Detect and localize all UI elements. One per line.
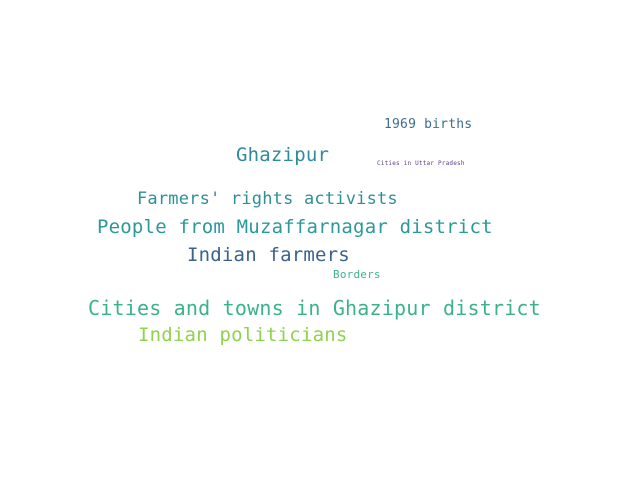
- word-people-from-muzaffarnagar-district: People from Muzaffarnagar district: [97, 216, 493, 238]
- word-farmers-rights-activists: Farmers' rights activists: [137, 189, 398, 209]
- word-indian-politicians: Indian politicians: [138, 324, 348, 346]
- word-indian-farmers: Indian farmers: [187, 244, 350, 266]
- word-1969-births: 1969 births: [384, 117, 473, 132]
- word-cities-in-uttar-pradesh: Cities in Uttar Pradesh: [377, 160, 465, 167]
- word-cities-and-towns-in-ghazipur-district: Cities and towns in Ghazipur district: [88, 296, 541, 320]
- word-ghazipur: Ghazipur: [236, 144, 330, 166]
- word-borders: Borders: [333, 268, 381, 281]
